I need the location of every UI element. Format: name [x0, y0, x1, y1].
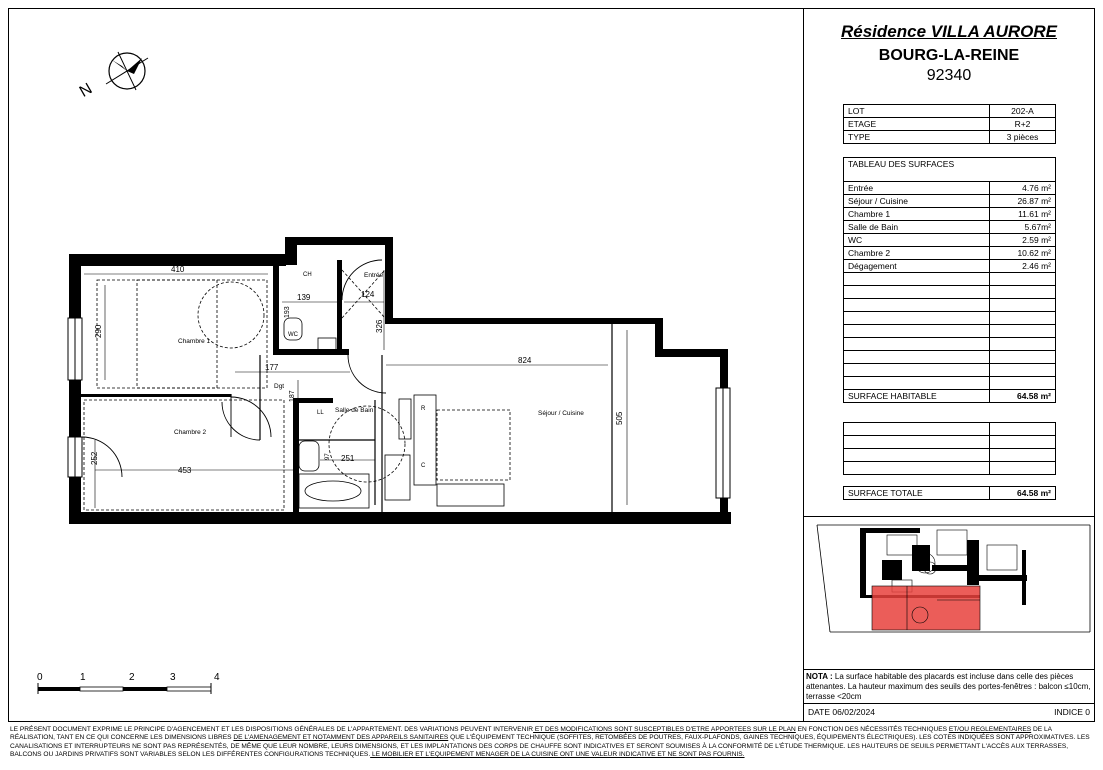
room-label-chambre1: Chambre 1 — [178, 338, 211, 345]
empty-row — [844, 351, 1056, 364]
indice-text: INDICE 0 — [1054, 707, 1090, 717]
surfaces-heading: TABLEAU DES SURFACES — [844, 158, 1056, 171]
type-label: TYPE — [844, 131, 990, 144]
surface-totale-value: 64.58 m² — [990, 487, 1056, 500]
empty-row — [844, 286, 1056, 299]
zip-code: 92340 — [926, 67, 972, 84]
scale-label-4: 4 — [214, 672, 220, 683]
room-label-ch: CH — [303, 272, 312, 278]
type-row — [844, 131, 1056, 144]
room-label-entree: Entrée — [364, 272, 384, 279]
surface-value-wc: 2.59 m² — [990, 234, 1056, 247]
surface-value-sejour: 26.87 m² — [990, 195, 1056, 208]
dim-177: 177 — [265, 363, 279, 372]
dim-326: 326 — [375, 319, 384, 333]
surface-label-wc: WC — [844, 234, 990, 247]
disclaimer-part: EN FONCTION DES NÉCESSITÉS TECHNIQUES — [795, 726, 949, 733]
note-label: NOTA : — [806, 672, 833, 681]
empty-row — [844, 273, 1056, 286]
footer-separator — [804, 703, 1094, 704]
empty-row — [844, 423, 1056, 436]
lot-highlight — [872, 586, 980, 630]
table-row — [844, 182, 1056, 195]
scale-label-0: 0 — [37, 672, 43, 683]
lot-info-table — [843, 104, 1056, 144]
room-label-sdb: Salle de Bain — [335, 407, 374, 414]
etage-label: ETAGE — [844, 118, 990, 131]
surface-label-sdb: Salle de Bain — [844, 221, 990, 234]
site-plan-thumbnail — [812, 520, 1092, 635]
table-row — [844, 260, 1056, 273]
dim-139: 139 — [297, 293, 311, 302]
note-separator — [804, 669, 1094, 670]
room-label-ll: LL — [317, 410, 324, 416]
habitable-row — [844, 390, 1056, 403]
dim-187: 187 — [289, 390, 296, 402]
surfaces-table — [843, 157, 1056, 403]
floor-plan-drawing — [9, 9, 803, 721]
lot-row — [844, 105, 1056, 118]
floor-plan — [9, 9, 803, 721]
surface-label-degagement: Dégagement — [844, 260, 990, 273]
table-row — [844, 195, 1056, 208]
note-block — [806, 672, 1091, 702]
empty-row — [844, 299, 1056, 312]
scale-label-1: 1 — [80, 672, 86, 683]
room-label-dgt: Dgt — [274, 383, 285, 390]
dim-251: 251 — [341, 454, 355, 463]
disclaimer-part: ET DES MODIFICATIONS SONT SUSCEPTIBLES D'ETRE APPORTEES SUR LE PLAN — [533, 726, 796, 733]
dim-410: 410 — [171, 265, 185, 274]
surface-label-sejour: Séjour / Cuisine — [844, 195, 990, 208]
empty-row — [844, 436, 1056, 449]
room-label-c: C — [421, 463, 426, 469]
site-plan-divider — [804, 516, 1094, 517]
room-label-chambre2: Chambre 2 — [174, 429, 207, 436]
room-label-r: R — [421, 406, 426, 412]
scale-label-2: 2 — [129, 672, 135, 683]
disclaimer-part: DE L'AMENAGEMENT ET NOTAMMENT DES APPAREILS SANITAIRES — [233, 734, 449, 742]
table-row — [844, 221, 1056, 234]
dim-97: 97 — [325, 453, 331, 460]
surface-totale-label: SURFACE TOTALE — [844, 487, 990, 500]
surface-habitable-value: 64.58 m² — [990, 390, 1056, 403]
compass-north-letter: N — [76, 80, 96, 101]
residence-name: Résidence VILLA AURORE — [840, 22, 1057, 41]
surface-value-chambre1: 11.61 m² — [990, 208, 1056, 221]
dimension-lines — [84, 270, 627, 508]
dim-453: 453 — [178, 466, 192, 475]
extra-surfaces-table — [843, 422, 1056, 475]
title-block — [804, 9, 1094, 85]
table-row — [844, 247, 1056, 260]
total-row — [844, 487, 1056, 500]
empty-row — [844, 338, 1056, 351]
surface-habitable-label: SURFACE HABITABLE — [844, 390, 990, 403]
empty-row — [844, 462, 1056, 475]
scale-bar — [30, 672, 230, 698]
type-value: 3 pièces — [990, 131, 1056, 144]
dim-824: 824 — [518, 356, 532, 365]
disclaimer-part: LE MOBILIER ET L'EQUIPEMENT MENAGER DE LA CUISINE ONT UNE VALEUR INDICATIVE ET NE SONT PAS FOURNIS. — [370, 750, 745, 758]
empty-row — [844, 377, 1056, 390]
disclaimer-part: LE PRÉSENT DOCUMENT EXPRIME LE PRINCIPE D'AGENCEMENT ET LES DISPOSITIONS GÉNÉRALES DE L'APPARTEMENT. DES VARIATIONS PEUVENT INTERVENIR — [10, 726, 534, 733]
scale-label-3: 3 — [170, 672, 176, 683]
surfaces-heading-row — [844, 158, 1056, 171]
room-label-sejour: Séjour / Cuisine — [538, 410, 584, 417]
scale-graphic — [30, 672, 230, 698]
dim-290: 290 — [94, 324, 103, 338]
dim-252: 252 — [90, 451, 99, 465]
site-plan-details — [887, 530, 1017, 592]
surface-label-chambre2: Chambre 2 — [844, 247, 990, 260]
city-name: BOURG-LA-REINE — [878, 47, 1020, 64]
dim-505: 505 — [615, 411, 624, 425]
empty-row — [844, 312, 1056, 325]
table-row — [844, 234, 1056, 247]
dim-124: 124 — [361, 290, 375, 299]
lot-label: LOT — [844, 105, 990, 118]
disclaimer-part: DE LA RÉALISATION, TANT EN CE QUI CONCERNE LES DIMENSIONS LIBRES — [10, 726, 1052, 742]
dim-193: 193 — [284, 306, 291, 318]
surface-value-sdb: 5.67m² — [990, 221, 1056, 234]
disclaimer-part: ET/OU REGLEMENTAIRES — [948, 726, 1032, 733]
compass-icon — [106, 52, 148, 90]
surface-value-entree: 4.76 m² — [990, 182, 1056, 195]
sheet-divider — [803, 8, 804, 722]
note-text: La surface habitable des placards est incluse dans celle des pièces attenantes. La hauteur maximum des seuils des portes-fenêtres : balcon ≤10cm, terrasse <20cm — [806, 672, 1091, 701]
surface-value-degagement: 2.46 m² — [990, 260, 1056, 273]
etage-value: R+2 — [990, 118, 1056, 131]
surface-label-entree: Entrée — [844, 182, 990, 195]
empty-row — [844, 449, 1056, 462]
empty-row — [844, 325, 1056, 338]
lot-value: 202-A — [990, 105, 1056, 118]
surface-label-chambre1: Chambre 1 — [844, 208, 990, 221]
total-surface-table — [843, 486, 1056, 500]
table-row — [844, 208, 1056, 221]
etage-row — [844, 118, 1056, 131]
disclaimer — [10, 726, 1095, 759]
empty-row — [844, 364, 1056, 377]
disclaimer-part: QUE L'ÉQUIPEMENT TECHNIQUE (SOFFITES, RETOMBÉES DE POUTRES, FAUX-PLAFONDS, GAINES TECHNIQUES, ÉQUIPEMENTS ÉLECTRIQUES). LES COTES INDIQUÉES SONT APPROXIMATIVES. LES CANALISATIONS ET INTERRUPTEURS NE SONT PAS REPRÉSENTÉS, DE MÊME QUE LEUR NOMBRE, LEURS DIMENSIONS, ET LES IMPLANTATIONS DES CORPS DE CHAUFFE SONT INDICATIVES ET SERONT SOUMISES À LA CONFORMITÉ DE L'ÉTUDE THERMIQUE. LES HAUTEURS DE SEUILS PERMETTANT L'ACCÈS AUX TERRASSES, BALCONS OU JARDINS PRIVATIFS SONT VARIABLES SELON LES DIFFÉRENTES CONFIGURATIONS TECHNIQUES. — [10, 734, 1090, 758]
room-label-wc: WC — [288, 332, 298, 338]
surface-value-chambre2: 10.62 m² — [990, 247, 1056, 260]
date-text: DATE 06/02/2024 — [808, 707, 875, 717]
